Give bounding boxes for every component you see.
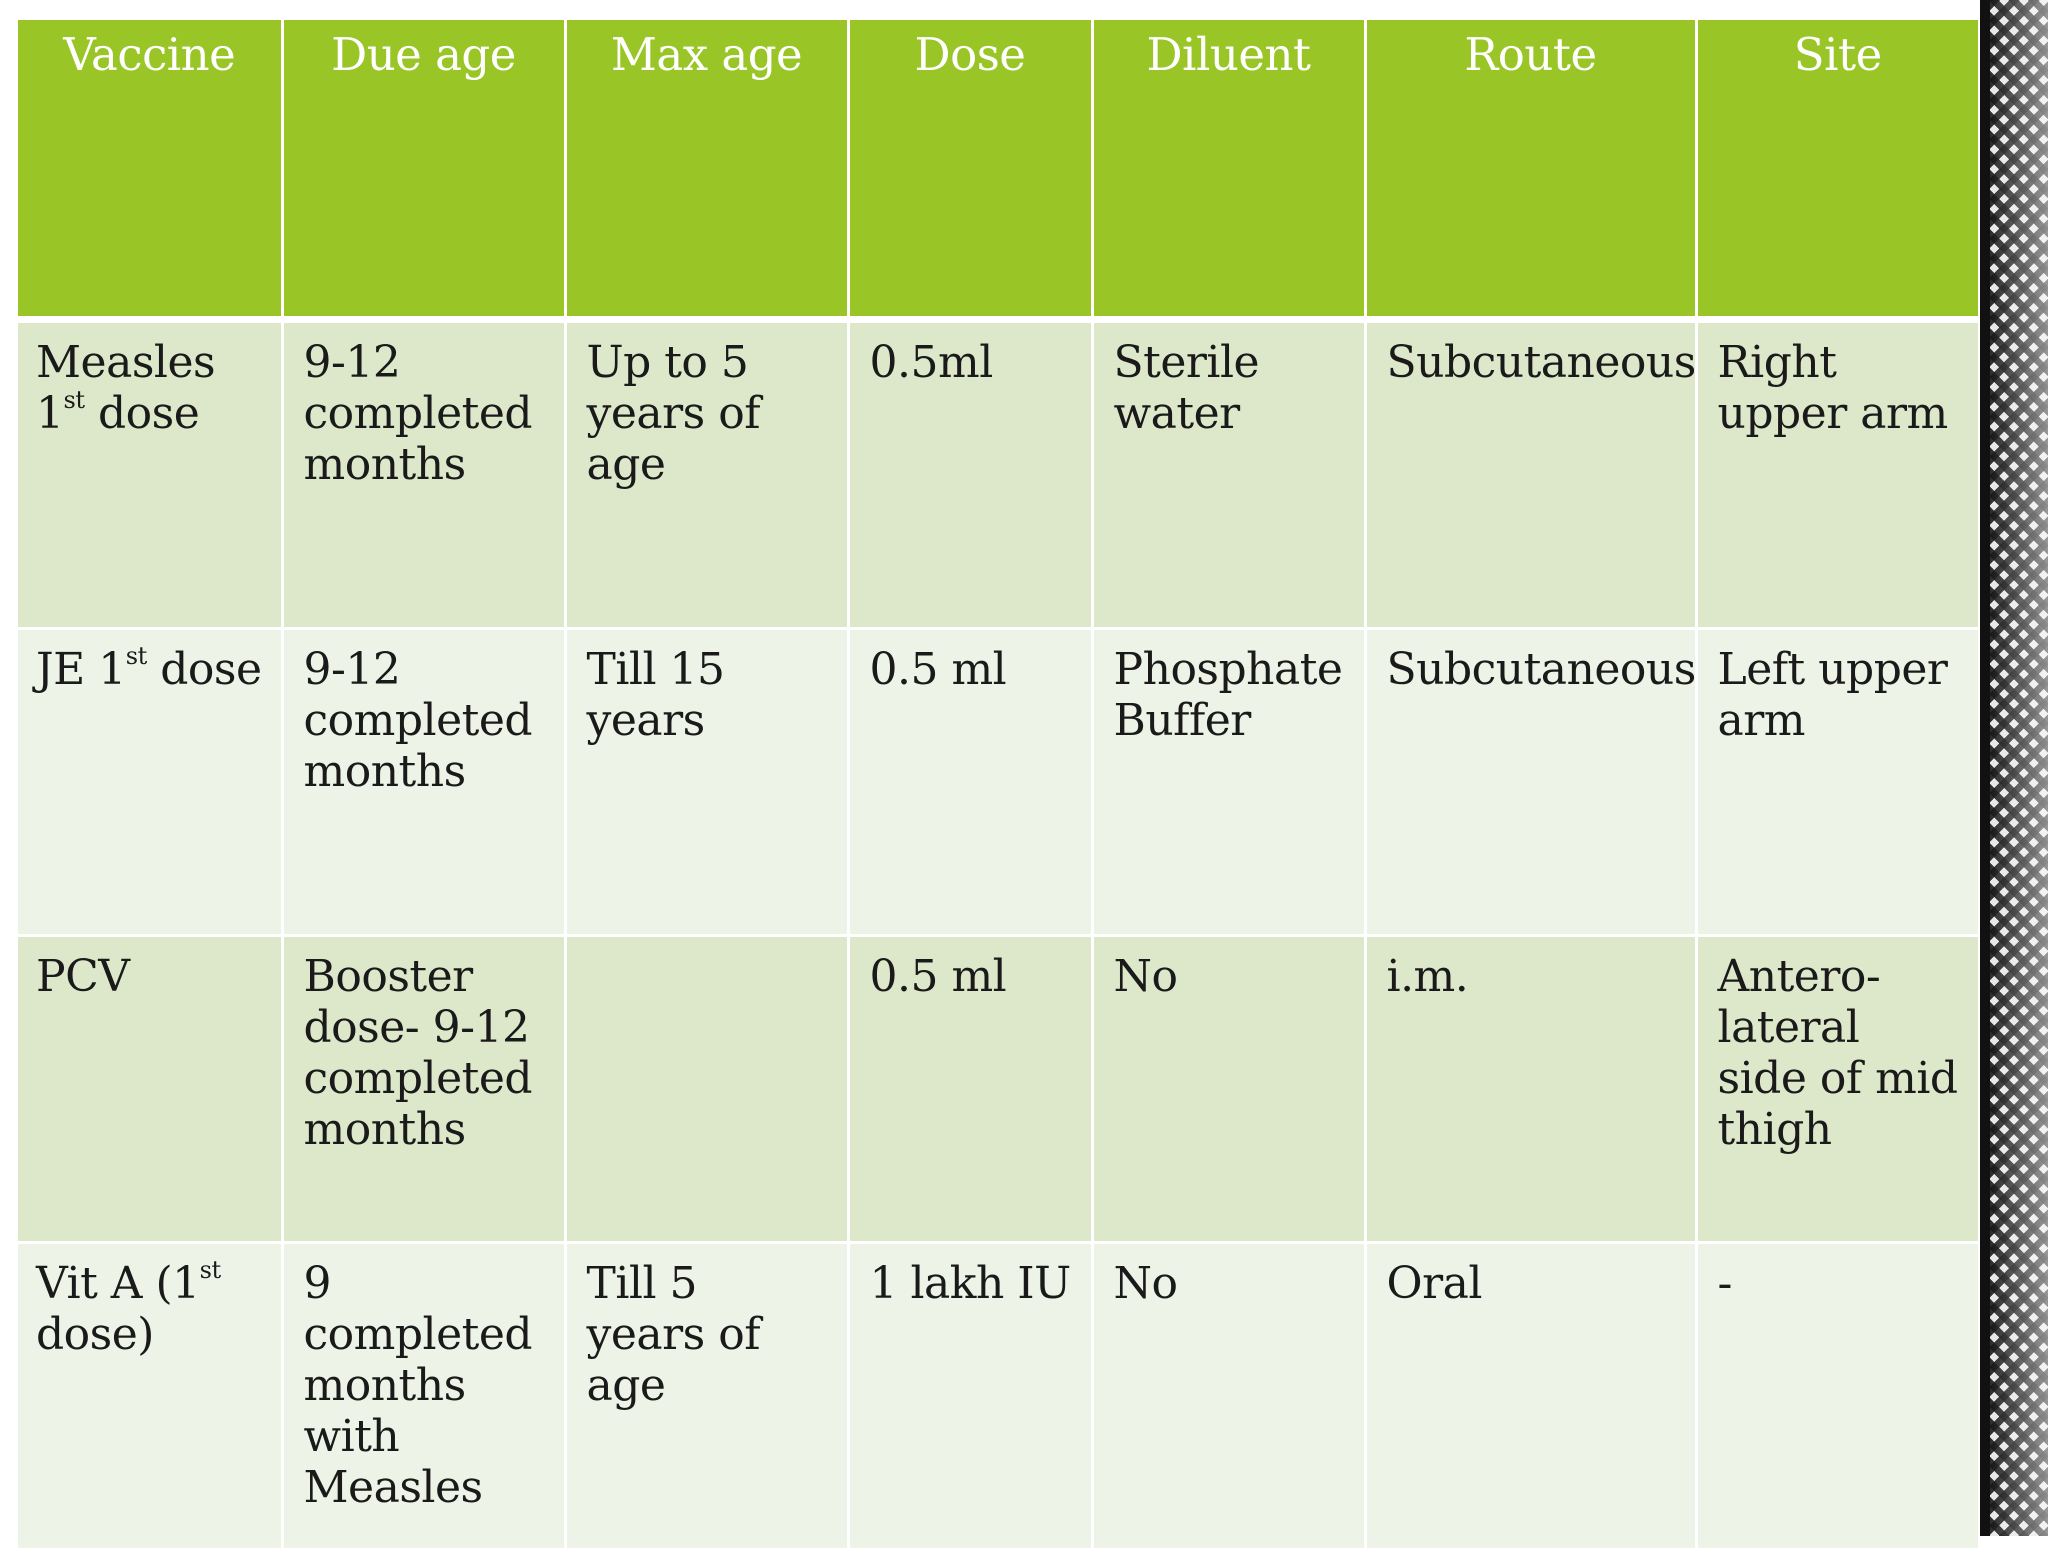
vaccine-name: Vit A (1 [36,1258,200,1309]
slide-edge-pattern [1980,0,2048,1536]
cell-diluent: Phosphate Buffer [1092,629,1365,936]
cell-diluent: Sterile water [1092,320,1365,629]
cell-route: i.m. [1365,936,1696,1243]
cell-dose: 0.5 ml [848,936,1092,1243]
cell-dose: 0.5 ml [848,629,1092,936]
cell-vaccine [18,629,282,936]
cell-max-age: Up to 5 years of age [565,320,848,629]
vaccine-ordinal-suffix: st [199,1256,221,1284]
cell-diluent: No [1092,936,1365,1243]
cell-due-age: 9-12 completed months [282,629,565,936]
cell-vaccine [18,1243,282,1550]
vaccine-ordinal-suffix: st [125,642,147,670]
cell-site: Left upper arm [1696,629,1978,936]
vaccine-name-suffix: dose [146,644,262,695]
header-dose: Dose [848,20,1092,320]
table-row [18,629,1978,936]
header-due-age: Due age [282,20,565,320]
cell-due-age: 9-12 completed months [282,320,565,629]
vaccine-name: JE 1 [36,644,126,695]
cell-site: Right upper arm [1696,320,1978,629]
cell-site: - [1696,1243,1978,1550]
header-route: Route [1365,20,1696,320]
vaccine-schedule-table [18,20,1978,1551]
cell-route: Subcutaneous [1365,320,1696,629]
cell-diluent: No [1092,1243,1365,1550]
cell-dose: 1 lakh IU [848,1243,1092,1550]
vaccine-name-suffix: dose) [36,1309,154,1360]
cell-due-age: 9 completed months with Measles [282,1243,565,1550]
vaccine-name: Measles 1 [36,337,216,439]
header-vaccine: Vaccine [18,20,282,320]
cell-vaccine [18,936,282,1243]
cell-site: Antero-lateral side of mid thigh [1696,936,1978,1243]
table-row [18,1243,1978,1550]
vaccine-name-suffix: dose [84,388,200,439]
cell-max-age [565,936,848,1243]
cell-max-age: Till 5 years of age [565,1243,848,1550]
cell-due-age: Booster dose- 9-12 completed months [282,936,565,1243]
cell-dose: 0.5ml [848,320,1092,629]
cell-route: Oral [1365,1243,1696,1550]
header-diluent: Diluent [1092,20,1365,320]
cell-route: Subcutaneous [1365,629,1696,936]
vaccine-ordinal-suffix: st [63,386,85,414]
header-site: Site [1696,20,1978,320]
vaccine-name: PCV [36,951,130,1002]
table-header-row [18,20,1978,320]
table-row [18,320,1978,629]
cell-vaccine [18,320,282,629]
header-max-age: Max age [565,20,848,320]
cell-max-age: Till 15 years [565,629,848,936]
table-row [18,936,1978,1243]
